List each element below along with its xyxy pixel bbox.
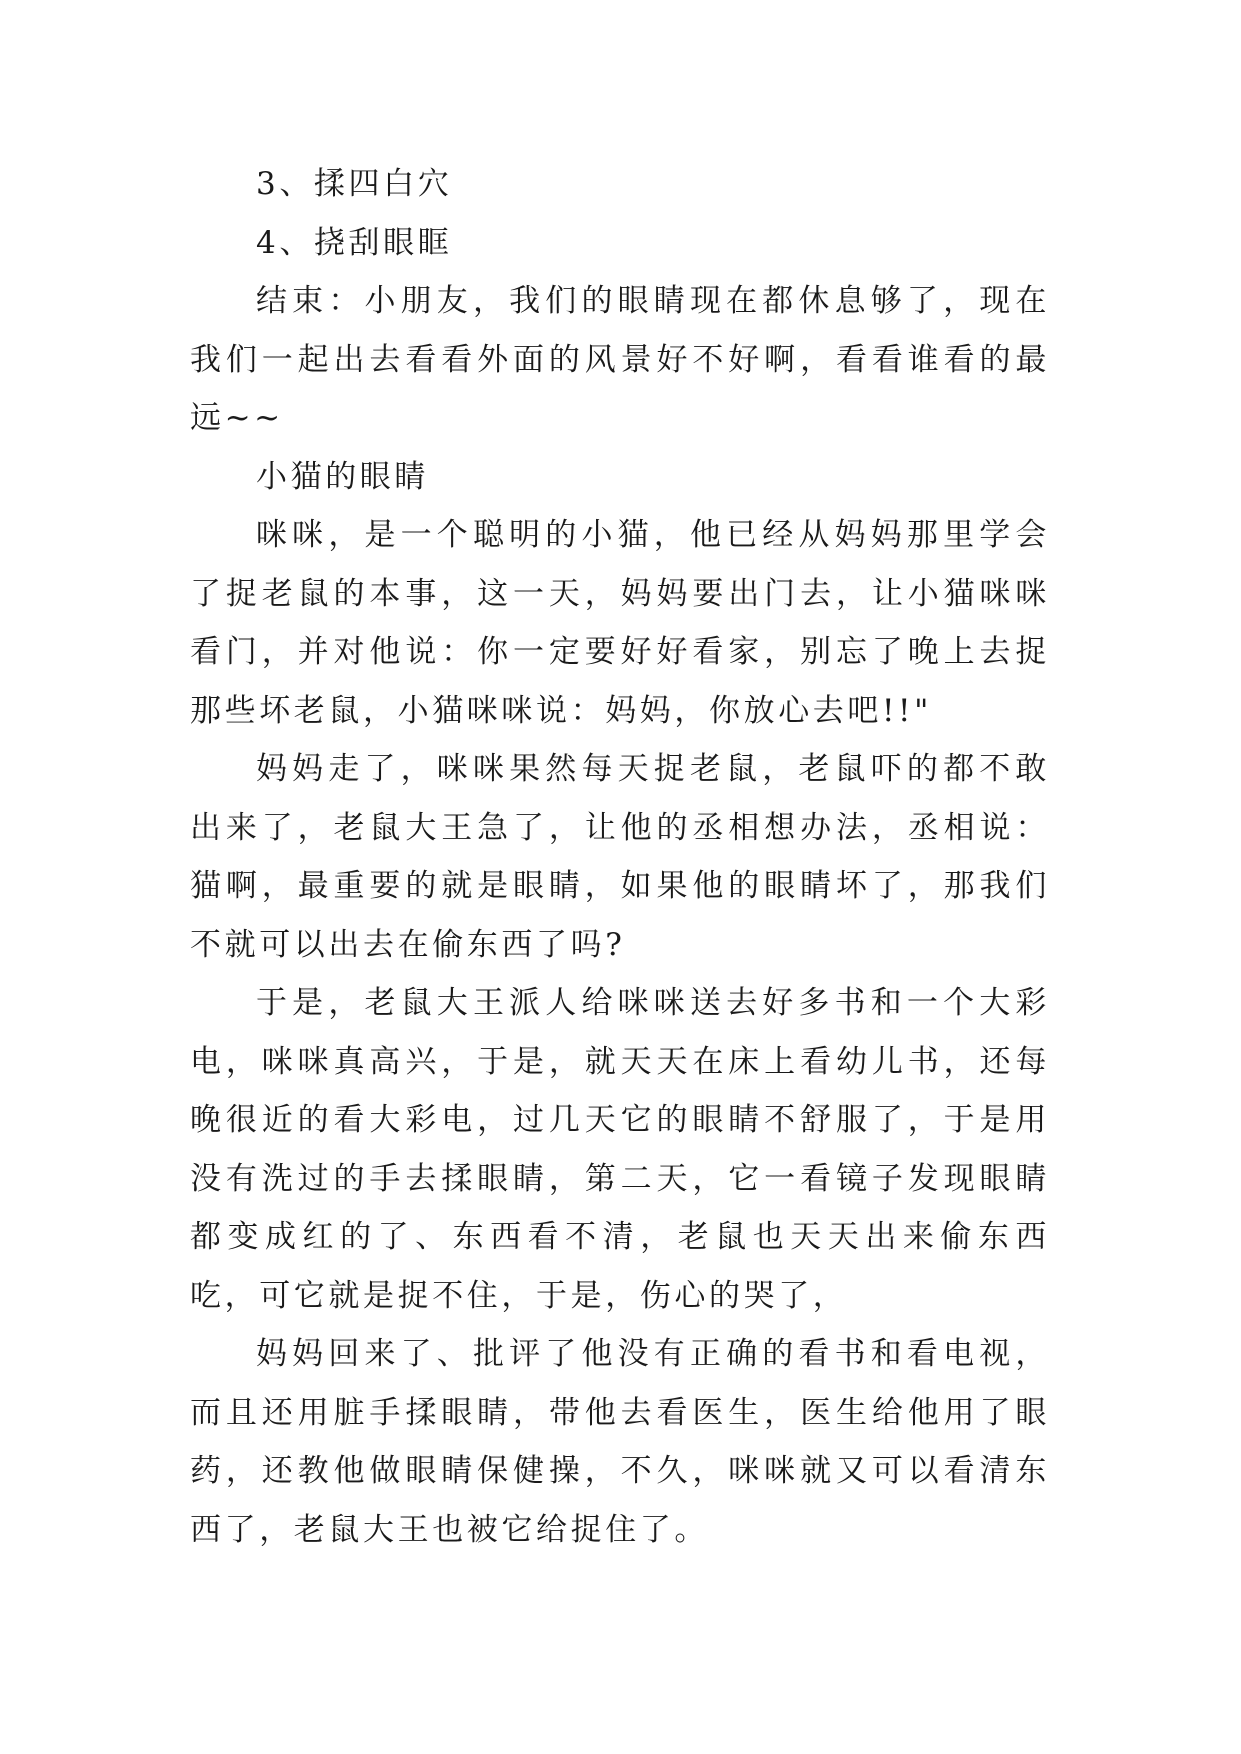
story-title: 小猫的眼睛 xyxy=(256,458,429,495)
ending-paragraph: 结束：小朋友，我们的眼睛现在都休息够了，现在我们一起出去看看外面的风景好不好啊，看看谁看的最远~~ xyxy=(190,283,1050,436)
story-paragraph-2: 妈妈走了，咪咪果然每天捉老鼠，老鼠吓的都不敢出来了，老鼠大王急了，让他的丞相想办法，丞相说：猫啊，最重要的就是眼睛，如果他的眼睛坏了，那我们不就可以出去在偷东西了吗? xyxy=(190,751,1050,963)
story-paragraph-1: 咪咪，是一个聪明的小猫，他已经从妈妈那里学会了捉老鼠的本事，这一天，妈妈要出门去，让小猫咪咪看门，并对他说：你一定要好好看家，别忘了晚上去捉那些坏老鼠，小猫咪咪说：妈妈，你放心去吧!!" xyxy=(190,517,1050,729)
story-paragraph-3: 于是，老鼠大王派人给咪咪送去好多书和一个大彩电，咪咪真高兴，于是，就天天在床上看幼儿书，还每晚很近的看大彩电，过几天它的眼睛不舒服了，于是用没有洗过的手去揉眼睛，第二天，它一看镜子发现眼睛都变成红的了、东西看不清，老鼠也天天出来偷东西吃，可它就是捉不住，于是，伤心的哭了， xyxy=(190,985,1050,1314)
document-body xyxy=(190,155,1050,1559)
step-3-paragraph: 3、揉四白穴 xyxy=(256,166,453,202)
step-4-paragraph: 4、挠刮眼眶 xyxy=(256,224,453,261)
story-paragraph-4: 妈妈回来了、批评了他没有正确的看书和看电视，而且还用脏手揉眼睛，带他去看医生，医生给他用了眼药，还教他做眼睛保健操，不久，咪咪就又可以看清东西了，老鼠大王也被它给捉住了。 xyxy=(190,1336,1050,1548)
